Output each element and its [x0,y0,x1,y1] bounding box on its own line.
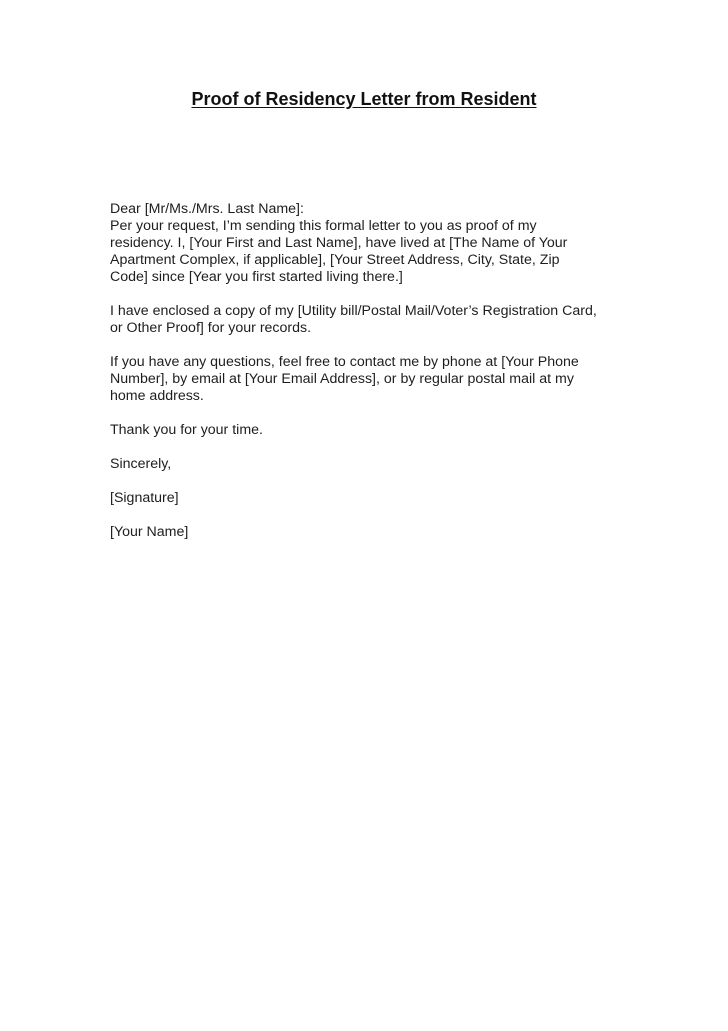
name-placeholder: [Your Name] [110,524,189,540]
signature-placeholder: [Signature] [110,490,179,506]
paragraph-line: Apartment Complex, if applicable], [Your Street Address, City, State, Zip [110,252,560,268]
paragraph-spacer [110,439,630,456]
thanks-line: Thank you for your time. [110,422,263,438]
paragraph-spacer [110,507,630,524]
paragraph-enclosure [110,303,630,337]
paragraph-spacer [110,337,630,354]
paragraph-contact [110,354,630,405]
paragraph-spacer [110,405,630,422]
paragraph-line: If you have any questions, feel free to contact me by phone at [Your Phone [110,354,579,370]
paragraph-line: or Other Proof] for your records. [110,320,312,336]
paragraph-line: Per your request, I’m sending this formal letter to you as proof of my [110,218,537,234]
closing-line: Sincerely, [110,456,172,472]
paragraph-spacer [110,473,630,490]
paragraph-residency [110,218,630,286]
paragraph-line: Code] since [Year you first started living there.] [110,269,403,285]
paragraph-line: Number], by email at [Your Email Address], or by regular postal mail at my [110,371,574,387]
document-title: Proof of Residency Letter from Resident [191,89,537,109]
paragraph-spacer [110,286,630,303]
paragraph-line: home address. [110,388,204,404]
paragraph-line: I have enclosed a copy of my [Utility bill/Postal Mail/Voter’s Registration Card, [110,303,597,319]
paragraph-line: residency. I, [Your First and Last Name], have lived at [The Name of Your [110,235,568,251]
salutation: Dear [Mr/Ms./Mrs. Last Name]: [110,201,304,217]
letter-body [110,201,630,541]
